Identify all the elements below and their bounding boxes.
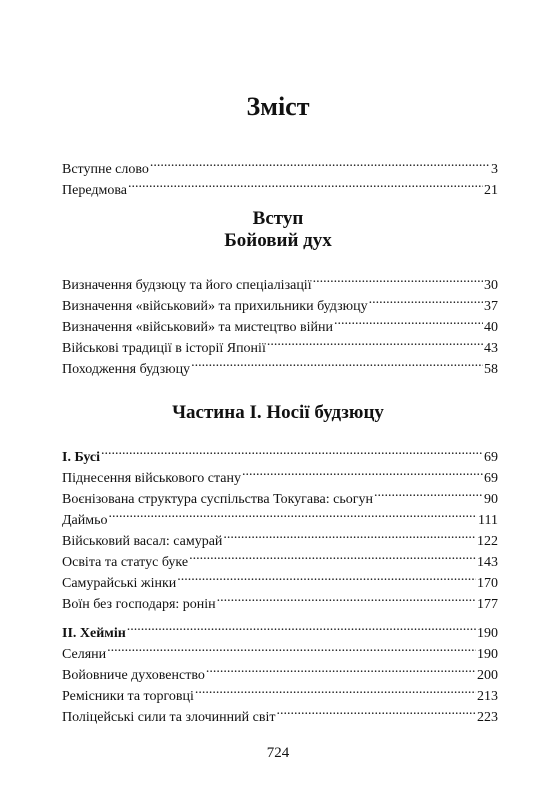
toc-leader-dots — [191, 352, 483, 373]
toc-leader-dots — [223, 524, 476, 545]
section-heading-intro: Вступ — [252, 208, 304, 229]
toc-entry-page: 30 — [484, 278, 498, 293]
toc-entry-label: Визначення «військовий» та прихильники будзюцу — [62, 299, 368, 314]
toc-entry-label: Вступне слово — [62, 162, 149, 177]
toc-entry-page: 143 — [477, 555, 498, 570]
toc-entry — [62, 637, 498, 662]
toc-leader-dots — [267, 331, 483, 352]
toc-entry-label: Походження будзюцу — [62, 362, 191, 377]
toc-part1-group1 — [62, 440, 498, 612]
toc-entry-label: Даймьо — [62, 513, 108, 528]
toc-leader-dots — [128, 173, 483, 194]
toc-entry-page: 69 — [484, 450, 498, 465]
toc-leader-dots — [177, 566, 476, 587]
toc-entry-page: 190 — [477, 626, 498, 641]
page-title: Зміст — [246, 92, 310, 121]
toc-entry — [62, 152, 498, 177]
toc-entry-page: 223 — [477, 710, 498, 725]
toc-leader-dots — [101, 440, 483, 461]
toc-leader-dots — [189, 545, 476, 566]
toc-chapter-label: ІІ. Хеймін — [62, 626, 126, 641]
toc-chapter-label: І. Бусі — [62, 450, 101, 465]
part-heading: Частина І. Носії будзюцу — [172, 402, 384, 423]
toc-leader-dots — [334, 310, 483, 331]
toc-entry-page: 111 — [478, 513, 498, 528]
toc-entry-label: Воєнізована структура суспільства Токугава: сьогун — [62, 492, 373, 507]
toc-entry-label: Визначення будзюцу та його спеціалізації — [62, 278, 312, 293]
toc-leader-dots — [369, 289, 483, 310]
toc-entry-page: 213 — [477, 689, 498, 704]
toc-entry-label: Селяни — [62, 647, 107, 662]
toc-leader-dots — [107, 637, 476, 658]
toc-entry-page: 3 — [491, 162, 498, 177]
toc-entry — [62, 658, 498, 683]
toc-intro-list — [62, 268, 498, 377]
toc-entry-page: 200 — [477, 668, 498, 683]
toc-entry-page: 21 — [484, 183, 498, 198]
toc-entry — [62, 503, 498, 528]
toc-entry — [62, 268, 498, 293]
toc-entry-page: 40 — [484, 320, 498, 335]
toc-entry-page: 58 — [484, 362, 498, 377]
toc-entry — [62, 173, 498, 198]
toc-entry-label: Освіта та статус буке — [62, 555, 189, 570]
toc-entry-page: 43 — [484, 341, 498, 356]
toc-entry — [62, 440, 498, 465]
toc-leader-dots — [109, 503, 478, 524]
section-subheading-intro: Бойовий дух — [224, 230, 332, 251]
toc-leader-dots — [150, 152, 490, 173]
toc-entry-page: 69 — [484, 471, 498, 486]
toc-entry-label: Ремісники та торговці — [62, 689, 194, 704]
toc-leader-dots — [313, 268, 483, 289]
toc-leader-dots — [195, 679, 476, 700]
toc-entry-label: Визначення «військовий» та мистецтво війни — [62, 320, 333, 335]
toc-entry — [62, 524, 498, 549]
toc-front-list — [62, 152, 498, 198]
toc-leader-dots — [127, 616, 476, 637]
toc-entry-page: 37 — [484, 299, 498, 314]
toc-leader-dots — [206, 658, 476, 679]
toc-entry-label: Піднесення військового стану — [62, 471, 241, 486]
toc-entry-label: Поліцейські сили та злочинний світ — [62, 710, 276, 725]
toc-entry-label: Передмова — [62, 183, 127, 198]
toc-entry-page: 190 — [477, 647, 498, 662]
toc-leader-dots — [374, 482, 483, 503]
toc-entry-page: 177 — [477, 597, 498, 612]
toc-entry-label: Військовий васал: самурай — [62, 534, 223, 549]
toc-entry-label: Войовниче духовенство — [62, 668, 205, 683]
toc-entry-label: Самурайські жінки — [62, 576, 177, 591]
toc-entry-label: Військові традиції в історії Японії — [62, 341, 266, 356]
toc-entry-label: Воїн без господаря: ронін — [62, 597, 216, 612]
toc-part1-group2 — [62, 616, 498, 725]
toc-entry — [62, 616, 498, 641]
toc-entry-page: 122 — [477, 534, 498, 549]
toc-entry-page: 90 — [484, 492, 498, 507]
toc-entry-page: 170 — [477, 576, 498, 591]
toc-entry — [62, 461, 498, 486]
toc-leader-dots — [276, 700, 476, 721]
page-number: 724 — [266, 745, 290, 761]
toc-leader-dots — [217, 587, 476, 608]
toc-leader-dots — [242, 461, 483, 482]
